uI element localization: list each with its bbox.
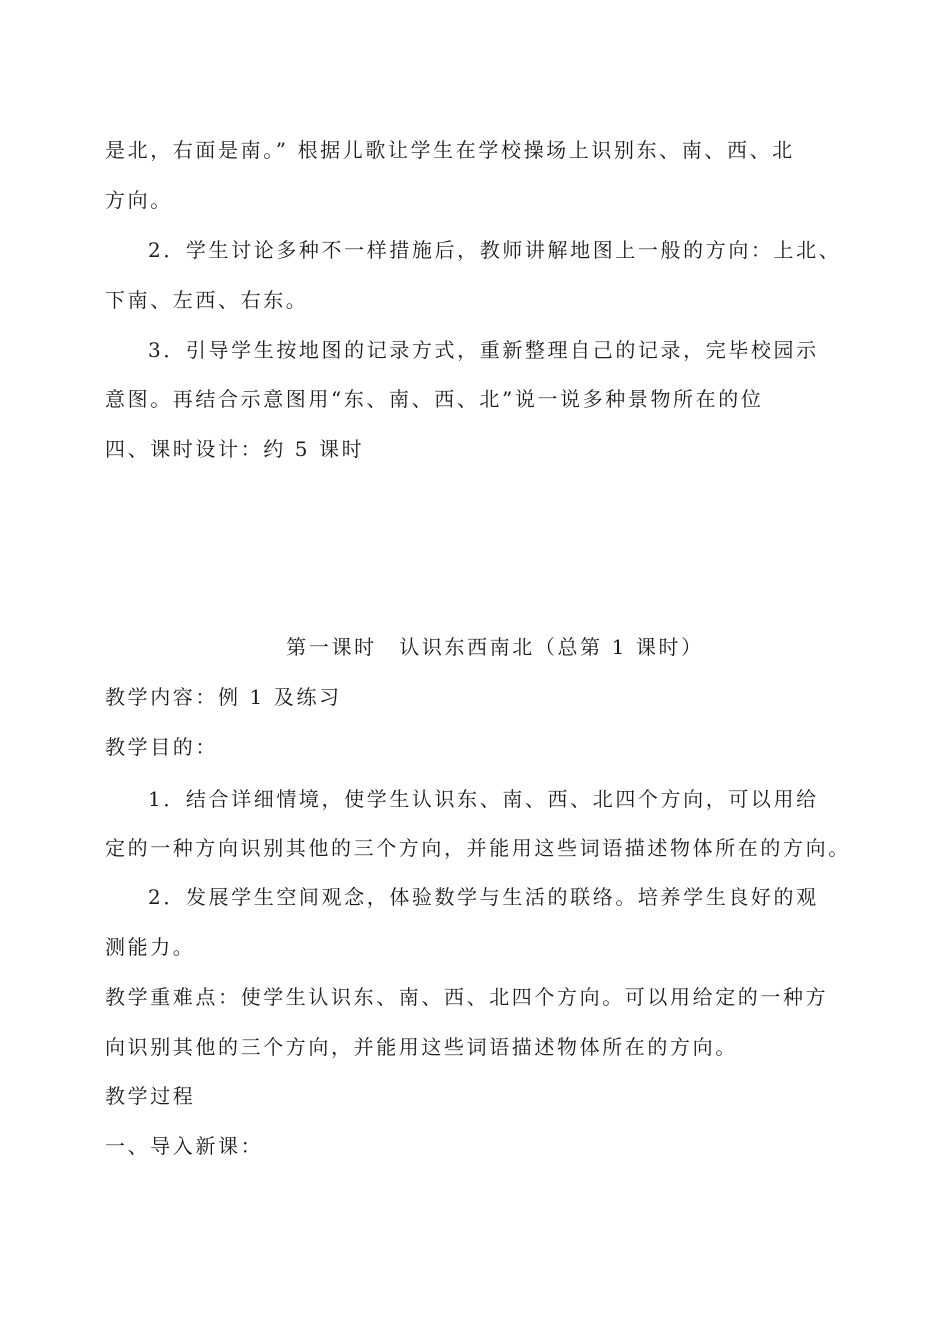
goals-heading: 教学目的：: [105, 735, 218, 759]
paragraph-line: 测能力。: [105, 935, 196, 959]
paragraph-line: 定的一种方向识别其他的三个方向，并能用这些词语描述物体所在的方向。: [105, 836, 851, 860]
list-item: 1．结合详细情境，使学生认识东、南、西、北四个方向，可以用给: [148, 787, 819, 811]
list-item: 2．发展学生空间观念，体验数学与生活的联络。培养学生良好的观: [148, 885, 819, 909]
section-heading: 一、导入新课：: [105, 1134, 264, 1158]
paragraph-line: 向识别其他的三个方向，并能用这些词语描述物体所在的方向。: [105, 1035, 738, 1059]
paragraph-line: 意图。再结合示意图用“东、南、西、北”说一说多种景物所在的位: [105, 387, 764, 411]
paragraph-line: 是北，右面是南。” 根据儿歌让学生在学校操场上识别东、南、西、北: [105, 138, 795, 162]
paragraph-line: 下南、左西、右东。: [105, 288, 309, 312]
list-item: 2．学生讨论多种不一样措施后，教师讲解地图上一般的方向：上北、: [148, 238, 842, 262]
list-item: 3．引导学生按地图的记录方式，重新整理自己的记录，完毕校园示: [148, 338, 819, 362]
key-points: 教学重难点：使学生认识东、南、西、北四个方向。可以用给定的一种方: [105, 985, 829, 1009]
lesson-content: 教学内容：例 1 及练习: [105, 685, 342, 709]
section-heading: 四、课时设计：约 5 课时: [105, 437, 365, 461]
lesson-title: 第一课时 认识东西南北（总第 1 课时）: [286, 635, 704, 659]
paragraph-line: 方向。: [105, 188, 173, 212]
process-heading: 教学过程: [105, 1084, 196, 1108]
